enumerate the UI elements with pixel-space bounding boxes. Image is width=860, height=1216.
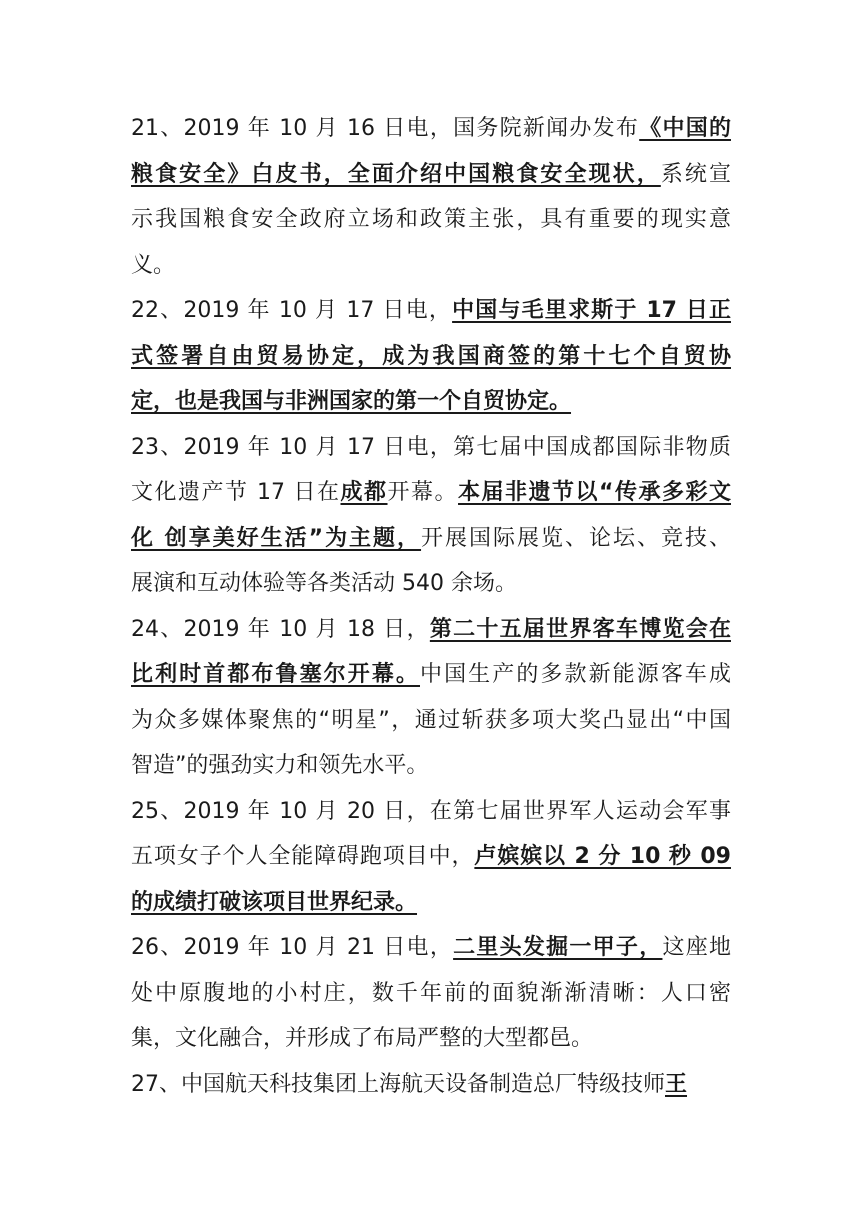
emphasis-text: 卢嫔嫔以 2 分 10 秒 09 [474,844,731,869]
body-text: 开展国际展览、论坛、竞技、 [421,525,731,551]
body-text: 五项女子个人全能障碍跑项目中， [131,844,475,869]
text-line [131,971,731,1017]
news-item-23 [131,425,731,607]
text-line [131,470,731,516]
body-text: 中国生产的多款新能源客车成 [420,662,731,687]
news-item-26 [131,925,731,1062]
emphasis-text: 化 创享美好生活”为主题， [131,525,422,551]
text-line [131,880,731,926]
body-text: 25、2019 年 10 月 20 日，在第七届世界军人运动会军事 [131,798,731,824]
emphasis-text: 成都 [340,480,388,505]
body-text: 义。 [131,252,176,278]
text-line [131,152,731,198]
emphasis-text: 本届非遗节以“传承多彩文 [458,480,731,505]
body-text: 21、2019 年 10 月 16 日电，国务院新闻办发布 [131,116,640,141]
news-item-25 [131,789,731,926]
body-text: 开幕。 [387,480,459,505]
news-item-21 [131,106,731,288]
body-text: 系统宣 [660,161,731,187]
body-text: 智造”的强劲实力和领先水平。 [131,753,429,778]
body-text: 为众多媒体聚焦的“明星”，通过斩获多项大奖凸显出“中国 [131,707,731,733]
body-text: 处中原腹地的小村庄，数千年前的面貌渐渐清晰：人口密 [131,980,731,1006]
body-text: 文化遗产节 17 日在 [131,480,341,505]
text-line [131,106,731,152]
emphasis-text: 粮食安全》白皮书，全面介绍中国粮食安全现状， [131,161,661,187]
text-line [131,197,731,243]
emphasis-text: 王 [665,1071,688,1097]
text-line [131,379,731,425]
news-item-24 [131,607,731,789]
body-text: 展演和互动体验等各类活动 540 余场。 [131,571,517,596]
text-line [131,334,731,380]
text-line [131,1062,731,1108]
emphasis-text: 《中国的 [639,116,731,141]
emphasis-text: 定，也是我国与非洲国家的第一个自贸协定。 [131,389,572,414]
text-line [131,698,731,744]
body-text: 24、2019 年 10 月 18 日， [131,616,430,642]
news-item-27 [131,1062,731,1108]
text-line [131,243,731,289]
emphasis-text: 二里头发掘一甲子， [453,935,663,960]
emphasis-text: 式签署自由贸易协定，成为我国商签的第十七个自贸协 [131,343,731,369]
text-line [131,743,731,789]
text-line [131,288,731,334]
text-line [131,607,731,653]
text-line [131,561,731,607]
text-line [131,516,731,562]
body-text: 示我国粮食安全政府立场和政策主张，具有重要的现实意 [131,207,731,232]
emphasis-text: 的成绩打破该项目世界纪录。 [131,889,418,915]
body-text: 集，文化融合，并形成了布局严整的大型都邑。 [131,1026,594,1051]
text-line [131,425,731,471]
body-text: 26、2019 年 10 月 21 日电， [131,935,454,960]
text-line [131,925,731,971]
news-item-22 [131,288,731,425]
body-text: 27、中国航天科技集团上海航天设备制造总厂特级技师 [131,1071,665,1097]
text-line [131,652,731,698]
body-text: 23、2019 年 10 月 17 日电，第七届中国成都国际非物质 [131,434,731,460]
emphasis-text: 第二十五届世界客车博览会在 [429,616,731,642]
text-line [131,789,731,835]
document-body [131,106,731,1107]
emphasis-text: 中国与毛里求斯于 17 日正 [452,298,731,323]
text-line [131,1016,731,1062]
body-text: 这座地 [662,935,731,960]
body-text: 22、2019 年 10 月 17 日电， [131,298,453,323]
text-line [131,834,731,880]
emphasis-text: 比利时首都布鲁塞尔开幕。 [131,662,420,687]
